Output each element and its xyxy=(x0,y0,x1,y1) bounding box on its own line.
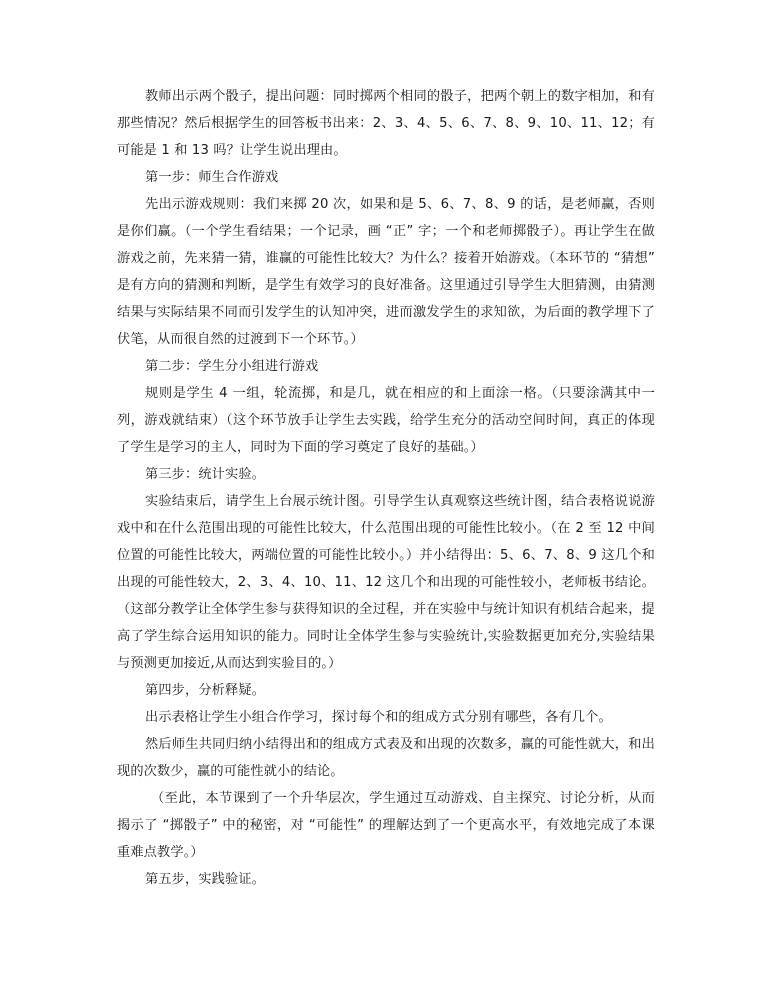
document-body xyxy=(117,83,655,893)
heading-step-1: 第一步：师生合作游戏 xyxy=(145,170,279,185)
heading-step-2: 第二步：学生分小组进行游戏 xyxy=(145,359,319,374)
heading-step-5: 第五步，实践验证。 xyxy=(145,872,266,887)
paragraph-step-4-a: 出示表格让学生小组合作学习，探讨每个和的组成方式分别有哪些，各有几个。 xyxy=(145,710,612,725)
paragraph-step-1: 先出示游戏规则：我们来掷 20 次，如果和是 5、6、7、8、9 的话，是老师赢，否则是你们赢。（一个学生看结果；一个记录，画 “正” 字；一个和老师掷骰子）。再让学生在做游戏之前，先来猜一猜，谁赢的可能性比较大？为什么？接着开始游戏。（本环节的 “猜想” 是有方向的猜测和判断，是学生有效学习的良好准备。这里通过引导学生大胆猜测，由猜测结果与实际结果不同而引发学生的认知冲突，进而激发学生的求知欲，为后面的教学埋下了伏笔，从而很自然的过渡到下一个环节。） xyxy=(117,197,655,347)
paragraph-step-4-b: 然后师生共同归纳小结得出和的组成方式表及和出现的次数多，赢的可能性就大，和出现的次数少，赢的可能性就小的结论。 xyxy=(117,737,655,779)
paragraph-step-2: 规则是学生 4 一组，轮流掷，和是几，就在相应的和上面涂一格。（只要涂满其中一列，游戏就结束）（这个环节放手让学生去实践，给学生充分的活动空间时间，真正的体现了学生是学习的主人，同时为下面的学习奠定了良好的基础。） xyxy=(117,386,655,455)
paragraph-step-4-note: （至此，本节课到了一个升华层次，学生通过互动游戏、自主探究、讨论分析，从而揭示了 “掷骰子” 中的秘密，对 “可能性” 的理解达到了一个更高水平，有效地完成了本课重难点教学。） xyxy=(117,791,655,860)
heading-step-3: 第三步：统计实验。 xyxy=(145,467,266,482)
paragraph-step-3: 实验结束后，请学生上台展示统计图。引导学生认真观察这些统计图，结合表格说说游戏中和在什么范围出现的可能性比较大，什么范围出现的可能性比较小。（在 2 至 12 中间位置的可能性比较大，两端位置的可能性比较小。）并小结得出：5、6、7、8、9 这几个和出现的可能性较大，2、3、4、10、11、12 这几个和出现的可能性较小，老师板书结论。（这部分教学让全体学生参与获得知识的全过程，并在实验中与统计知识有机结合起来，提高了学生综合运用知识的能力。同时让全体学生参与实验统计,实验数据更加充分,实验结果与预测更加接近,从而达到实验目的。） xyxy=(117,494,655,671)
paragraph-intro: 教师出示两个骰子，提出问题：同时掷两个相同的骰子，把两个朝上的数字相加，和有那些情况？然后根据学生的回答板书出来：2、3、4、5、6、7、8、9、10、11、12；有可能是 1 和 13 吗？让学生说出理由。 xyxy=(117,89,655,158)
heading-step-4: 第四步，分析释疑。 xyxy=(145,683,266,698)
